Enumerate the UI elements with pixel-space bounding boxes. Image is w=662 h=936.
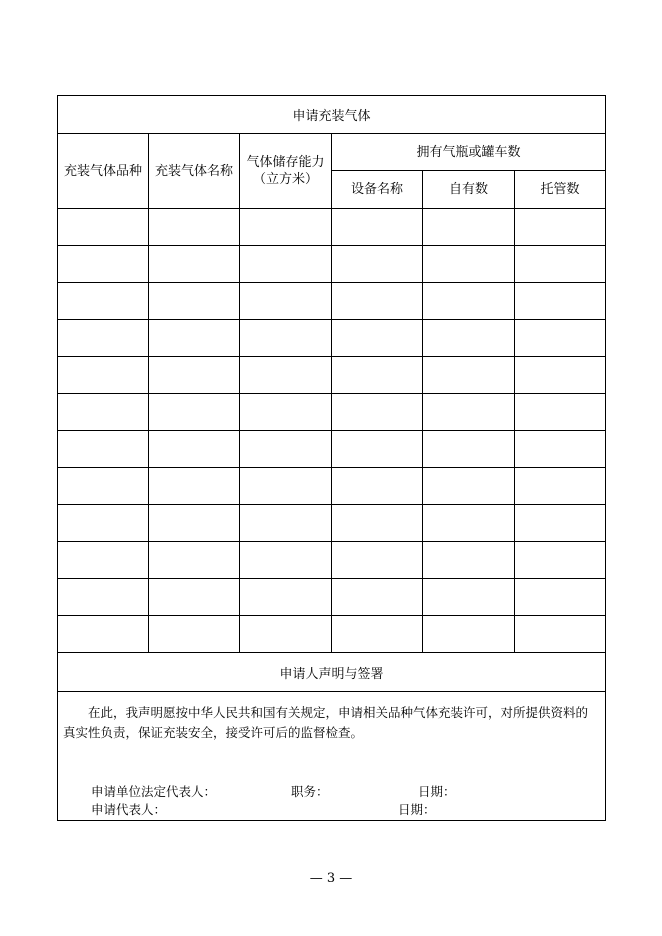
applicant-representative-label: 申请代表人：	[91, 802, 167, 817]
table-row	[58, 431, 606, 468]
table-cell[interactable]	[332, 357, 423, 394]
table-cell[interactable]	[423, 542, 515, 579]
table-cell[interactable]	[58, 431, 149, 468]
table-cell[interactable]	[58, 579, 149, 616]
declaration-text: 在此，我声明愿按中华人民共和国有关规定，申请相关品种气体充装许可，对所提供资料的真实性负责，保证充装安全，接受许可后的监督检查。	[63, 705, 589, 740]
table-cell[interactable]	[149, 209, 240, 246]
header-storage-capacity: 气体储存能力（立方米）	[240, 134, 332, 209]
table-cell[interactable]	[240, 468, 332, 505]
table-cell[interactable]	[332, 579, 423, 616]
table-cell[interactable]	[332, 431, 423, 468]
header-gas-type: 充装气体品种	[58, 134, 149, 209]
table-cell[interactable]	[332, 246, 423, 283]
table-cell[interactable]	[515, 468, 606, 505]
header-cylinder-count: 拥有气瓶或罐车数	[332, 134, 606, 171]
header-gas-name: 充装气体名称	[149, 134, 240, 209]
table-cell[interactable]	[423, 468, 515, 505]
table-cell[interactable]	[240, 505, 332, 542]
table-cell[interactable]	[332, 468, 423, 505]
table-cell[interactable]	[58, 209, 149, 246]
table-cell[interactable]	[515, 320, 606, 357]
table-cell[interactable]	[332, 320, 423, 357]
table-cell[interactable]	[240, 209, 332, 246]
table-cell[interactable]	[149, 431, 240, 468]
application-form-table	[57, 95, 606, 821]
section-title-declaration: 申请人声明与签署	[58, 653, 606, 692]
table-cell[interactable]	[515, 431, 606, 468]
table-cell[interactable]	[58, 468, 149, 505]
table-row	[58, 320, 606, 357]
table-cell[interactable]	[149, 542, 240, 579]
table-cell[interactable]	[149, 283, 240, 320]
table-cell[interactable]	[240, 394, 332, 431]
table-row	[58, 246, 606, 283]
table-cell[interactable]	[240, 616, 332, 653]
table-row	[58, 283, 606, 320]
table-cell[interactable]	[515, 505, 606, 542]
table-cell[interactable]	[423, 246, 515, 283]
table-cell[interactable]	[149, 357, 240, 394]
table-cell[interactable]	[332, 616, 423, 653]
table-cell[interactable]	[332, 209, 423, 246]
page-number: — 3 —	[309, 871, 353, 886]
table-cell[interactable]	[423, 616, 515, 653]
table-cell[interactable]	[58, 246, 149, 283]
table-row	[58, 579, 606, 616]
table-row	[58, 616, 606, 653]
table-cell[interactable]	[515, 579, 606, 616]
table-row	[58, 505, 606, 542]
declaration-box	[58, 692, 606, 821]
table-cell[interactable]	[332, 394, 423, 431]
table-cell[interactable]	[332, 542, 423, 579]
table-cell[interactable]	[149, 394, 240, 431]
table-cell[interactable]	[423, 209, 515, 246]
table-cell[interactable]	[58, 394, 149, 431]
table-cell[interactable]	[240, 283, 332, 320]
table-row	[58, 468, 606, 505]
legal-representative-label: 申请单位法定代表人：	[91, 784, 217, 799]
date-label-1: 日期：	[418, 784, 456, 799]
table-cell[interactable]	[240, 542, 332, 579]
table-cell[interactable]	[423, 357, 515, 394]
table-cell[interactable]	[515, 209, 606, 246]
table-cell[interactable]	[515, 246, 606, 283]
table-cell[interactable]	[58, 320, 149, 357]
table-cell[interactable]	[515, 394, 606, 431]
table-row	[58, 209, 606, 246]
position-label: 职务：	[291, 784, 329, 799]
table-cell[interactable]	[423, 579, 515, 616]
table-cell[interactable]	[515, 616, 606, 653]
table-cell[interactable]	[58, 505, 149, 542]
header-owned-count: 自有数	[423, 171, 515, 209]
table-cell[interactable]	[58, 283, 149, 320]
table-cell[interactable]	[240, 357, 332, 394]
table-cell[interactable]	[240, 246, 332, 283]
table-row	[58, 542, 606, 579]
table-row	[58, 357, 606, 394]
table-cell[interactable]	[423, 431, 515, 468]
table-cell[interactable]	[515, 542, 606, 579]
table-cell[interactable]	[423, 320, 515, 357]
table-cell[interactable]	[515, 283, 606, 320]
table-cell[interactable]	[332, 283, 423, 320]
table-cell[interactable]	[423, 283, 515, 320]
table-cell[interactable]	[58, 357, 149, 394]
table-cell[interactable]	[240, 320, 332, 357]
table-row	[58, 394, 606, 431]
table-cell[interactable]	[240, 431, 332, 468]
table-cell[interactable]	[423, 394, 515, 431]
table-cell[interactable]	[332, 505, 423, 542]
table-cell[interactable]	[149, 616, 240, 653]
header-entrusted-count: 托管数	[515, 171, 606, 209]
table-cell[interactable]	[149, 505, 240, 542]
table-cell[interactable]	[149, 320, 240, 357]
table-cell[interactable]	[149, 579, 240, 616]
table-cell[interactable]	[515, 357, 606, 394]
table-cell[interactable]	[58, 542, 149, 579]
table-cell[interactable]	[58, 616, 149, 653]
table-cell[interactable]	[149, 468, 240, 505]
header-equipment-name: 设备名称	[332, 171, 423, 209]
table-cell[interactable]	[149, 246, 240, 283]
date-label-2: 日期：	[398, 802, 436, 817]
table-cell[interactable]	[423, 505, 515, 542]
table-cell[interactable]	[240, 579, 332, 616]
section-title-gases: 申请充装气体	[58, 96, 606, 134]
